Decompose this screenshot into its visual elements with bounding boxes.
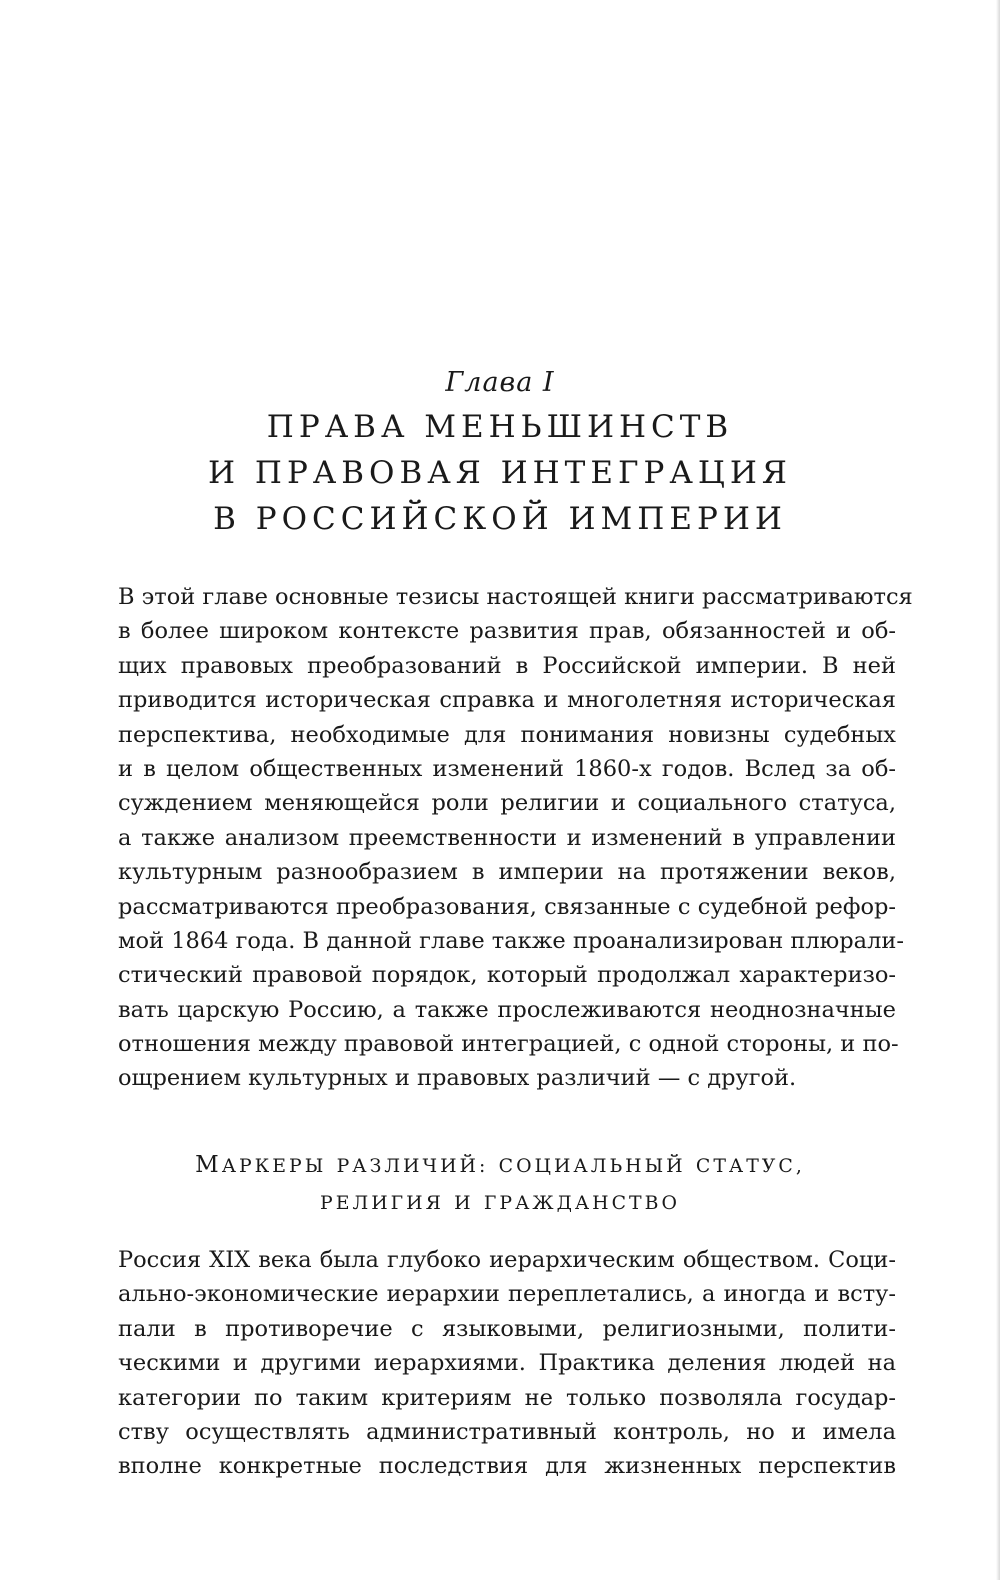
section-title-line: РЕЛИГИЯ И ГРАЖДАНСТВО xyxy=(320,1192,680,1214)
text-line: щих правовых преобразований в Российской империи. В ней xyxy=(118,652,896,679)
section-title-line: МАРКЕРЫ РАЗЛИЧИЙ: СОЦИАЛЬНЫЙ СТАТУС, xyxy=(195,1152,805,1178)
page-edge-shadow xyxy=(996,0,1000,1580)
text-line: отношения между правовой интеграцией, с одной стороны, и по- xyxy=(118,1031,899,1058)
text-line: суждением меняющейся роли религии и социального статуса, xyxy=(118,790,896,817)
text-line: ческими и другими иерархиями. Практика деления людей на xyxy=(118,1350,896,1377)
text-line: культурным разнообразием в империи на протяжении веков, xyxy=(118,859,896,886)
section-title xyxy=(0,1147,1000,1221)
intro-paragraph xyxy=(118,580,913,1096)
text-line: а также анализом преемственности и изменений в управлении xyxy=(118,824,896,851)
chapter-title-line: В РОССИЙСКОЙ ИМПЕРИИ xyxy=(213,501,787,537)
chapter-title xyxy=(0,404,1000,542)
text-line: ству осуществлять административный контроль, но и имела xyxy=(118,1418,896,1445)
text-line: перспектива, необходимые для понимания новизны судебных xyxy=(118,721,896,748)
text-line: вполне конкретные последствия для жизненных перспектив xyxy=(118,1453,896,1480)
text-line: вать царскую Россию, а также прослеживаются неоднозначные xyxy=(118,996,896,1023)
chapter-title-line: И ПРАВОВАЯ ИНТЕГРАЦИЯ xyxy=(208,455,792,491)
body-paragraph xyxy=(118,1243,896,1484)
chapter-title-line: ПРАВА МЕНЬШИНСТВ xyxy=(266,409,734,445)
text-line: Россия XIX века была глубоко иерархическим обществом. Соци- xyxy=(118,1247,896,1273)
text-line: В этой главе основные тезисы настоящей книги рассматриваются xyxy=(118,584,913,610)
text-line: пали в противоречие с языковыми, религиозными, полити- xyxy=(118,1315,896,1342)
text-line: в более широком контексте развития прав, обязанностей и об- xyxy=(118,618,896,645)
text-line: ощрением культурных и правовых различий — с другой. xyxy=(118,1065,797,1092)
text-line: приводится историческая справка и многолетняя историческая xyxy=(118,687,896,714)
text-line: рассматриваются преобразования, связанные с судебной рефор- xyxy=(118,893,896,920)
text-line: ально-экономические иерархии переплетались, а иногда и всту- xyxy=(118,1281,896,1308)
text-line: мой 1864 года. В данной главе также проанализирован плюрали- xyxy=(118,927,904,954)
text-line: категории по таким критериям не только позволяла государ- xyxy=(118,1384,896,1411)
chapter-label: Глава I xyxy=(445,367,555,398)
text-line: стический правовой порядок, который продолжал характеризо- xyxy=(118,962,896,989)
text-line: и в целом общественных изменений 1860-х годов. Вслед за об- xyxy=(118,755,896,782)
